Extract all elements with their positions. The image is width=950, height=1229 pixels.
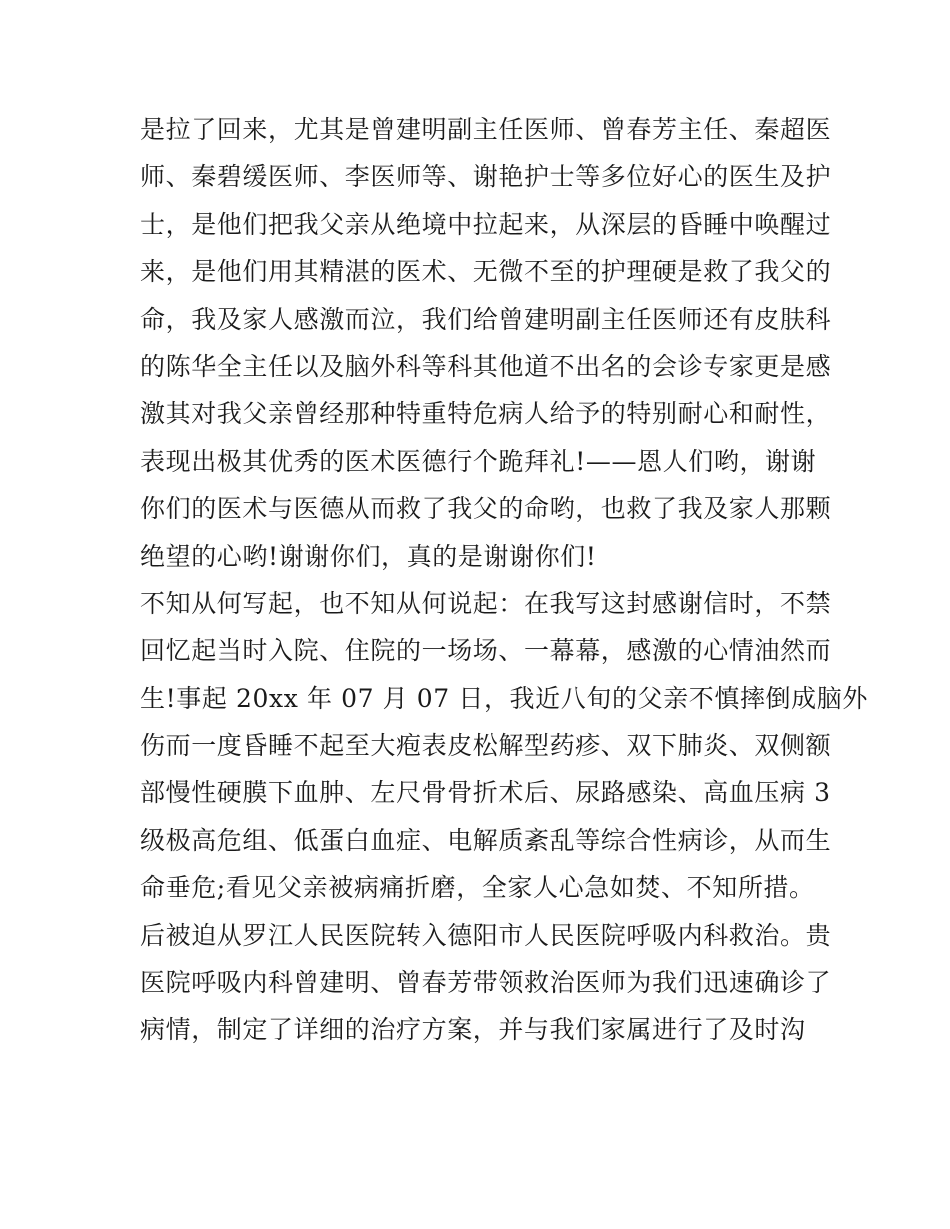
text-line-7: 激其对我父亲曾经那种特重特危病人给予的特别耐心和耐性， (140, 399, 832, 429)
text-line-10: 绝望的心哟!谢谢你们，真的是谢谢你们! (140, 541, 597, 571)
text-line-5: 命，我及家人感激而泣，我们给曾建明副主任医师还有皮肤科 (140, 304, 832, 334)
text-line-19: 医院呼吸内科曾建明、曾春芳带领救治医师为我们迅速确诊了 (140, 968, 832, 998)
text-line-3: 士，是他们把我父亲从绝境中拉起来，从深层的昏睡中唤醒过 (140, 209, 832, 239)
text-line-20: 病情，制定了详细的治疗方案，并与我们家属进行了及时沟 (140, 1015, 806, 1045)
text-line-15: 部慢性硬膜下血肿、左尺骨骨折术后、尿路感染、高血压病 3 (140, 778, 831, 808)
text-line-18: 后被迫从罗江人民医院转入德阳市人民医院呼吸内科救治。贵 (140, 920, 832, 950)
text-line-6: 的陈华全主任以及脑外科等科其他道不出名的会诊专家更是感 (140, 351, 832, 381)
text-line-1: 是拉了回来，尤其是曾建明副主任医师、曾春芳主任、秦超医 (140, 115, 832, 144)
text-line-16: 级极高危组、低蛋白血症、电解质紊乱等综合性病诊，从而生 (140, 825, 832, 855)
text-line-9: 你们的医术与医德从而救了我父的命哟，也救了我及家人那颗 (140, 494, 832, 524)
text-line-4: 来，是他们用其精湛的医术、无微不至的护理硬是救了我父的 (140, 257, 832, 287)
text-line-12: 回忆起当时入院、住院的一场场、一幕幕，感激的心情油然而 (140, 636, 832, 666)
text-line-17: 命垂危;看见父亲被病痛折磨，全家人心急如焚、不知所措。 (140, 873, 815, 903)
text-line-8: 表现出极其优秀的医术医德行个跪拜礼!——恩人们哟，谢谢 (140, 446, 817, 476)
text-line-13: 生!事起 20xx 年 07 月 07 日，我近八旬的父亲不慎摔倒成脑外 (140, 683, 868, 713)
text-line-11: 不知从何写起，也不知从何说起：在我写这封感谢信时，不禁 (140, 588, 832, 618)
letter-body (140, 106, 868, 1054)
text-line-14: 伤而一度昏睡不起至大疱表皮松解型药疹、双下肺炎、双侧额 (140, 731, 832, 761)
text-line-2: 师、秦碧缓医师、李医师等、谢艳护士等多位好心的医生及护 (140, 162, 832, 192)
